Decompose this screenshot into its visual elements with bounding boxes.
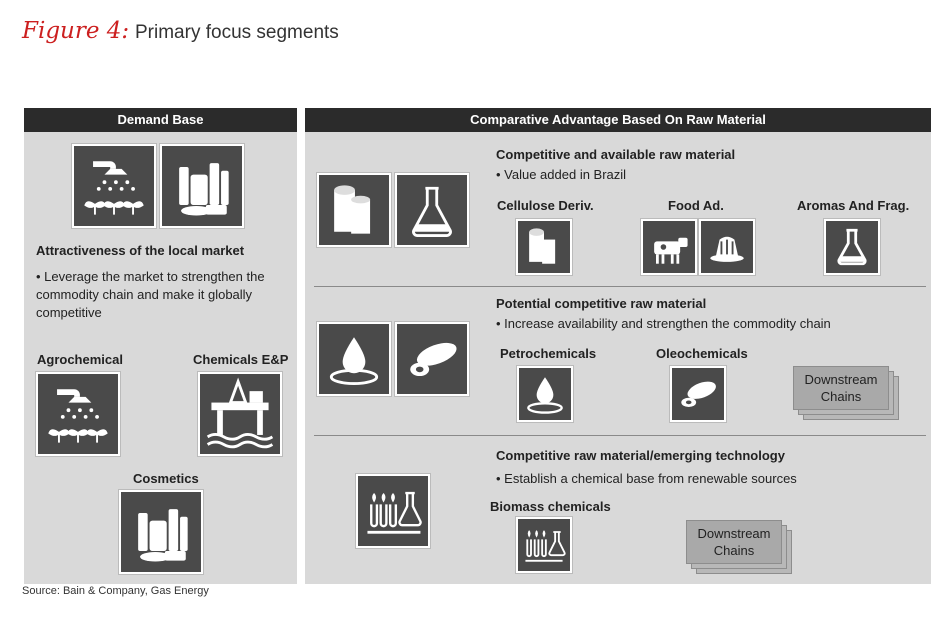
downstream-stack-front	[686, 520, 782, 564]
local-market-heading: Attractiveness of the local market	[36, 243, 245, 258]
biomass-icon	[356, 474, 430, 548]
oleochemicals-label: Oleochemicals	[656, 346, 748, 361]
downstream-line-2: Chains	[820, 389, 862, 404]
figure-number: Figure 4:	[22, 18, 130, 44]
row-divider-1	[314, 286, 926, 287]
row-divider-2	[314, 435, 926, 436]
row1-bullet: • Value added in Brazil	[496, 167, 627, 182]
downstream-line-1: Downstream	[697, 526, 771, 541]
cosmetics-label: Cosmetics	[133, 471, 199, 486]
biomass-small-icon	[516, 517, 572, 573]
downstream-chains-row2	[793, 366, 889, 410]
pudding-icon	[699, 219, 755, 275]
chemicals-ep-label: Chemicals E&P	[193, 352, 289, 367]
row3-heading: Competitive raw material/emerging technology	[496, 448, 785, 463]
petrochemicals-icon	[517, 366, 573, 422]
downstream-line-1: Downstream	[804, 372, 878, 387]
aromas-flask-icon	[824, 219, 880, 275]
paper-roll-icon	[317, 173, 391, 247]
oleochemicals-icon	[670, 366, 726, 422]
downstream-chains-row3	[686, 520, 782, 564]
biomass-label: Biomass chemicals	[490, 499, 611, 514]
row3-bullet: • Establish a chemical base from renewable sources	[496, 471, 797, 486]
agrochemical-icon	[36, 372, 120, 456]
figure-title	[22, 18, 339, 44]
cosmetics-products-icon	[160, 144, 244, 228]
local-market-bullet: • Leverage the market to strengthen the commodity chain and make it globally competitive	[36, 269, 265, 320]
demand-base-header: Demand Base	[24, 108, 297, 132]
row2-bullet: • Increase availability and strengthen the commodity chain	[496, 316, 831, 331]
source-note: Source: Bain & Company, Gas Energy	[22, 585, 209, 597]
cow-icon	[641, 219, 697, 275]
oil-rig-icon	[198, 372, 282, 456]
flask-icon	[395, 173, 469, 247]
agrochemical-label: Agrochemical	[37, 352, 123, 367]
cellulose-label: Cellulose Deriv.	[497, 198, 594, 213]
agro-spray-icon	[72, 144, 156, 228]
row2-heading: Potential competitive raw material	[496, 296, 707, 311]
downstream-stack-front	[793, 366, 889, 410]
comparative-advantage-header: Comparative Advantage Based On Raw Material	[305, 108, 931, 132]
petrochemicals-label: Petrochemicals	[500, 346, 597, 361]
cosmetics-icon	[119, 490, 203, 574]
figure-title-text: Primary focus segments	[135, 22, 339, 43]
downstream-line-2: Chains	[713, 543, 755, 558]
food-label: Food Ad.	[668, 198, 724, 213]
seed-icon	[395, 322, 469, 396]
cellulose-icon	[516, 219, 572, 275]
aromas-label: Aromas And Frag.	[797, 198, 910, 213]
oil-drop-icon	[317, 322, 391, 396]
row1-heading: Competitive and available raw material	[496, 147, 736, 162]
